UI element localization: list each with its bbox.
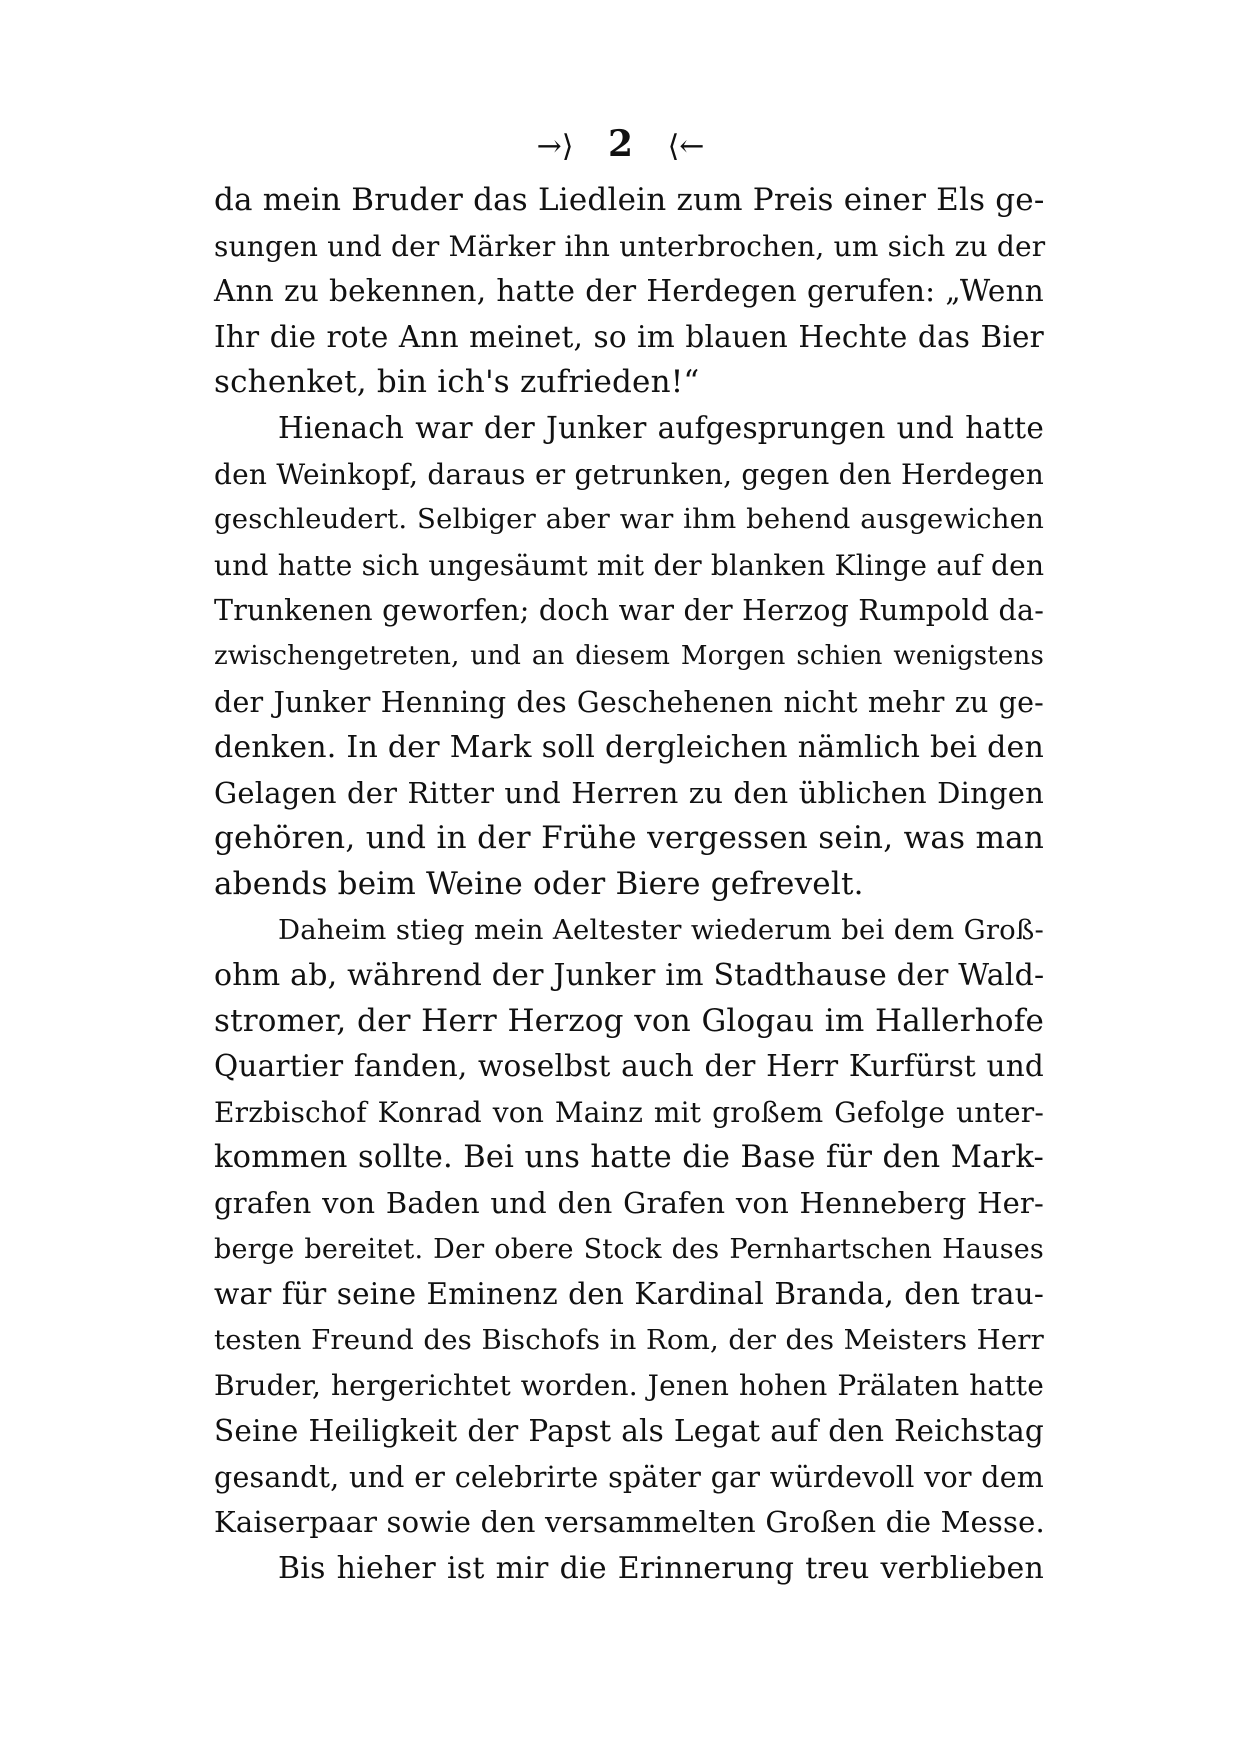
text-line: stromer, der Herr Herzog von Glogau im Hallerhofe [214, 1002, 1044, 1039]
text-line: geschleudert. Selbiger aber war ihm behend ausgewichen [214, 503, 1044, 536]
text-line: Bis hieher ist mir die Erinnerung treu verblieben [278, 1550, 1044, 1586]
page-header [0, 122, 1241, 169]
text-line: berge bereitet. Der obere Stock des Pernhartschen Hauses [214, 1233, 1044, 1265]
text-line: zwischengetreten, und an diesem Morgen schien wenigstens [214, 640, 1044, 671]
page-number: 2 [607, 123, 634, 165]
text-line: Kaiserpaar sowie den versammelten Großen die Messe. [214, 1505, 1045, 1540]
text-line: der Junker Henning des Geschehenen nicht mehr zu ge- [214, 685, 1044, 719]
text-line: und hatte sich ungesäumt mit der blanken Klinge auf den [214, 548, 1045, 582]
text-line: war für seine Eminenz den Kardinal Branda, den trau- [214, 1277, 1044, 1312]
text-line: Hienach war der Junker aufgesprungen und hatte [278, 410, 1044, 445]
text-line: Erzbischof Konrad von Mainz mit großem Gefolge unter- [214, 1095, 1044, 1129]
text-line: Bruder, hergerichtet worden. Jenen hohen Prälaten hatte [214, 1369, 1044, 1403]
text-line: ohm ab, während der Junker im Stadthause der Wald- [214, 958, 1045, 994]
text-line: sungen und der Märker ihn unterbrochen, um sich zu der [214, 229, 1046, 263]
text-line: kommen sollte. Bei uns hatte die Base für den Mark- [214, 1140, 1044, 1176]
text-line: Seine Heiligkeit der Papst als Legat auf den Reichstag [214, 1414, 1044, 1449]
text-line: grafen von Baden und den Grafen von Henneberg Her- [214, 1186, 1044, 1221]
text-line: Quartier fanden, woselbst auch der Herr Kurfürst und [214, 1049, 1044, 1084]
text-line: gehören, und in der Frühe vergessen sein, was man [214, 820, 1044, 857]
text-line: Ihr die rote Ann meinet, so im blauen Hechte das Bier [214, 319, 1044, 354]
right-ornament: ⟨← [667, 129, 705, 164]
text-line: Gelagen der Ritter und Herren zu den üblichen Dingen [214, 775, 1044, 810]
text-line: den Weinkopf, daraus er getrunken, gegen den Herdegen [214, 457, 1044, 491]
body-text [214, 178, 1044, 1591]
text-line: Trunkenen geworfen; doch war der Herzog Rumpold da- [214, 594, 1045, 628]
text-line: da mein Bruder das Liedlein zum Preis einer Els ge- [214, 182, 1045, 218]
text-line: Ann zu bekennen, hatte der Herdegen gerufen: „Wenn [214, 274, 1044, 309]
text-line: abends beim Weine oder Biere gefrevelt. [214, 865, 864, 902]
left-ornament: →⟩ [536, 129, 574, 164]
text-line: denken. In der Mark soll dergleichen nämlich bei den [214, 730, 1044, 766]
text-line: schenket, bin ich's zufrieden!“ [214, 364, 700, 401]
text-line: testen Freund des Bischofs in Rom, der des Meisters Herr [214, 1323, 1044, 1356]
text-line: Daheim stieg mein Aeltester wiederum bei dem Groß- [278, 913, 1044, 946]
text-line: gesandt, und er celebrirte später gar würdevoll vor dem [214, 1460, 1044, 1494]
